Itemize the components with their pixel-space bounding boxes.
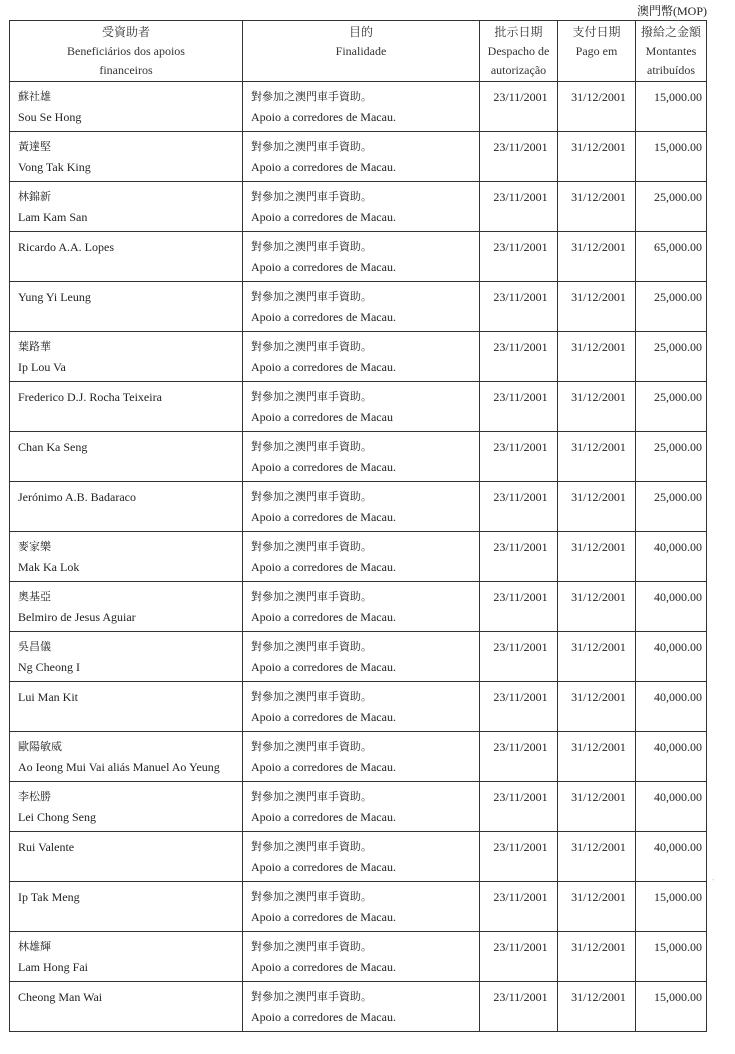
purpose-text-cn: 對參加之澳門車手資助。 <box>251 990 372 1003</box>
amount-value: 25,000.00 <box>636 182 707 232</box>
despacho-date: 23/11/2001 <box>480 482 558 532</box>
beneficiary-name-cn: 歐陽敏威 <box>18 740 62 753</box>
beneficiary-cell <box>10 432 243 482</box>
purpose-text-cn: 對參加之澳門車手資助。 <box>251 590 372 603</box>
beneficiary-cell <box>10 182 243 232</box>
purpose-text-cn: 對參加之澳門車手資助。 <box>251 790 372 803</box>
purpose-cell <box>243 832 480 882</box>
header-purpose-cn: 目的 <box>348 25 373 39</box>
amount-value: 15,000.00 <box>636 132 707 182</box>
beneficiary-name-cn: 李松勝 <box>18 790 51 803</box>
purpose-cell <box>243 82 480 132</box>
table-row <box>10 982 707 1032</box>
beneficiary-name-pt: Ip Tak Meng <box>18 890 80 904</box>
pago-date: 31/12/2001 <box>558 232 636 282</box>
beneficiary-cell <box>10 882 243 932</box>
amount-value: 40,000.00 <box>636 732 707 782</box>
table-row <box>10 332 707 382</box>
purpose-text-cn: 對參加之澳門車手資助。 <box>251 240 372 253</box>
table-row <box>10 382 707 432</box>
purpose-text-cn: 對參加之澳門車手資助。 <box>251 290 372 303</box>
beneficiary-cell <box>10 132 243 182</box>
beneficiary-name-pt: Vong Tak King <box>18 160 91 174</box>
pago-date: 31/12/2001 <box>558 732 636 782</box>
beneficiary-name-pt: Ng Cheong I <box>18 660 80 674</box>
table-row <box>10 682 707 732</box>
despacho-date: 23/11/2001 <box>480 932 558 982</box>
purpose-cell <box>243 632 480 682</box>
purpose-text-cn: 對參加之澳門車手資助。 <box>251 340 372 353</box>
amount-value: 40,000.00 <box>636 782 707 832</box>
beneficiary-name-cn: 葉路華 <box>18 340 51 353</box>
purpose-cell <box>243 432 480 482</box>
pago-date: 31/12/2001 <box>558 132 636 182</box>
header-pago-pt: Pago em <box>575 44 618 58</box>
beneficiary-name-pt: Belmiro de Jesus Aguiar <box>18 610 136 624</box>
despacho-date: 23/11/2001 <box>480 582 558 632</box>
pago-date: 31/12/2001 <box>558 682 636 732</box>
purpose-text-pt: Apoio a corredores de Macau. <box>251 160 396 174</box>
purpose-text-cn: 對參加之澳門車手資助。 <box>251 490 372 503</box>
purpose-text-cn: 對參加之澳門車手資助。 <box>251 640 372 653</box>
table-row <box>10 532 707 582</box>
despacho-date: 23/11/2001 <box>480 232 558 282</box>
pago-date: 31/12/2001 <box>558 632 636 682</box>
purpose-cell <box>243 782 480 832</box>
header-beneficiary-pt2: financeiros <box>99 63 153 77</box>
header-beneficiary-pt1: Beneficiários dos apoios <box>67 44 185 58</box>
beneficiary-name-pt: Lei Chong Seng <box>18 810 96 824</box>
beneficiary-name-pt: Lam Kam San <box>18 210 88 224</box>
amount-value: 15,000.00 <box>636 82 707 132</box>
beneficiary-cell <box>10 582 243 632</box>
purpose-text-cn: 對參加之澳門車手資助。 <box>251 740 372 753</box>
purpose-text-pt: Apoio a corredores de Macau. <box>251 560 396 574</box>
amount-value: 15,000.00 <box>636 882 707 932</box>
table-row <box>10 432 707 482</box>
purpose-cell <box>243 382 480 432</box>
amount-value: 25,000.00 <box>636 432 707 482</box>
purpose-text-cn: 對參加之澳門車手資助。 <box>251 940 372 953</box>
despacho-date: 23/11/2001 <box>480 682 558 732</box>
beneficiary-cell <box>10 282 243 332</box>
purpose-text-pt: Apoio a corredores de Macau. <box>251 760 396 774</box>
amount-value: 15,000.00 <box>636 932 707 982</box>
header-despacho-cn: 批示日期 <box>494 25 543 39</box>
purpose-text-pt: Apoio a corredores de Macau. <box>251 860 396 874</box>
purpose-cell <box>243 132 480 182</box>
table-row <box>10 132 707 182</box>
purpose-cell <box>243 982 480 1032</box>
purpose-cell <box>243 732 480 782</box>
beneficiary-cell <box>10 382 243 432</box>
table-row <box>10 882 707 932</box>
beneficiary-name-pt: Cheong Man Wai <box>18 990 103 1004</box>
purpose-text-pt: Apoio a corredores de Macau. <box>251 260 396 274</box>
amount-value: 25,000.00 <box>636 282 707 332</box>
header-despacho-pt2: autorização <box>490 63 547 77</box>
table-row <box>10 832 707 882</box>
purpose-text-pt: Apoio a corredores de Macau <box>251 410 393 424</box>
purpose-text-pt: Apoio a corredores de Macau. <box>251 810 396 824</box>
table-row <box>10 82 707 132</box>
pago-date: 31/12/2001 <box>558 932 636 982</box>
purpose-text-cn: 對參加之澳門車手資助。 <box>251 140 372 153</box>
purpose-text-pt: Apoio a corredores de Macau. <box>251 710 396 724</box>
beneficiary-cell <box>10 832 243 882</box>
purpose-cell <box>243 682 480 732</box>
amount-value: 65,000.00 <box>636 232 707 282</box>
despacho-date: 23/11/2001 <box>480 332 558 382</box>
beneficiary-name-pt: Ricardo A.A. Lopes <box>18 240 114 254</box>
beneficiary-name-cn: 奧基亞 <box>18 590 51 603</box>
despacho-date: 23/11/2001 <box>480 432 558 482</box>
amount-value: 25,000.00 <box>636 332 707 382</box>
beneficiary-name-pt: Lam Hong Fai <box>18 960 88 974</box>
purpose-cell <box>243 532 480 582</box>
pago-date: 31/12/2001 <box>558 382 636 432</box>
purpose-text-pt: Apoio a corredores de Macau. <box>251 110 396 124</box>
header-pago <box>558 21 636 82</box>
table-row <box>10 932 707 982</box>
amount-value: 25,000.00 <box>636 382 707 432</box>
beneficiary-cell <box>10 982 243 1032</box>
amount-value: 40,000.00 <box>636 682 707 732</box>
header-purpose <box>243 21 480 82</box>
purpose-cell <box>243 282 480 332</box>
purpose-text-pt: Apoio a corredores de Macau. <box>251 310 396 324</box>
beneficiary-cell <box>10 532 243 582</box>
table-row <box>10 782 707 832</box>
beneficiary-name-pt: Ip Lou Va <box>18 360 66 374</box>
purpose-cell <box>243 932 480 982</box>
purpose-text-pt: Apoio a corredores de Macau. <box>251 360 396 374</box>
despacho-date: 23/11/2001 <box>480 382 558 432</box>
beneficiary-name-cn: 林雄輝 <box>18 940 51 953</box>
pago-date: 31/12/2001 <box>558 182 636 232</box>
purpose-text-cn: 對參加之澳門車手資助。 <box>251 190 372 203</box>
purpose-text-pt: Apoio a corredores de Macau. <box>251 510 396 524</box>
purpose-text-cn: 對參加之澳門車手資助。 <box>251 840 372 853</box>
purpose-cell <box>243 182 480 232</box>
beneficiary-name-cn: 麥家樂 <box>18 540 51 553</box>
beneficiary-name-pt: Jerónimo A.B. Badaraco <box>18 490 136 504</box>
beneficiary-cell <box>10 732 243 782</box>
purpose-cell <box>243 582 480 632</box>
purpose-text-pt: Apoio a corredores de Macau. <box>251 910 396 924</box>
table-row <box>10 282 707 332</box>
beneficiary-name-pt: Rui Valente <box>18 840 75 854</box>
purpose-cell <box>243 482 480 532</box>
header-amount-pt2: atribuídos <box>647 63 695 77</box>
pago-date: 31/12/2001 <box>558 532 636 582</box>
table-row <box>10 582 707 632</box>
amount-value: 40,000.00 <box>636 582 707 632</box>
beneficiary-name-pt: Yung Yi Leung <box>18 290 91 304</box>
purpose-text-cn: 對參加之澳門車手資助。 <box>251 90 372 103</box>
despacho-date: 23/11/2001 <box>480 182 558 232</box>
currency-label: 澳門幣(MOP) <box>636 4 707 18</box>
purpose-text-pt: Apoio a corredores de Macau. <box>251 610 396 624</box>
amount-value: 40,000.00 <box>636 632 707 682</box>
header-purpose-pt: Finalidade <box>335 44 387 58</box>
header-amount-cn: 撥給之金額 <box>640 25 701 39</box>
purpose-cell <box>243 332 480 382</box>
amount-value: 15,000.00 <box>636 982 707 1032</box>
despacho-date: 23/11/2001 <box>480 732 558 782</box>
pago-date: 31/12/2001 <box>558 82 636 132</box>
amount-value: 40,000.00 <box>636 832 707 882</box>
beneficiary-cell <box>10 232 243 282</box>
amount-value: 40,000.00 <box>636 532 707 582</box>
header-despacho-pt1: Despacho de <box>487 44 550 58</box>
beneficiary-cell <box>10 632 243 682</box>
pago-date: 31/12/2001 <box>558 982 636 1032</box>
beneficiary-cell <box>10 82 243 132</box>
beneficiary-cell <box>10 932 243 982</box>
despacho-date: 23/11/2001 <box>480 82 558 132</box>
despacho-date: 23/11/2001 <box>480 632 558 682</box>
beneficiary-name-pt: Lui Man Kit <box>18 690 78 704</box>
table-row <box>10 732 707 782</box>
beneficiary-cell <box>10 482 243 532</box>
beneficiary-name-cn: 蘇社雄 <box>18 90 51 103</box>
purpose-text-pt: Apoio a corredores de Macau. <box>251 660 396 674</box>
purpose-text-cn: 對參加之澳門車手資助。 <box>251 890 372 903</box>
purpose-text-pt: Apoio a corredores de Macau. <box>251 1010 396 1024</box>
purpose-text-pt: Apoio a corredores de Macau. <box>251 460 396 474</box>
amount-value: 25,000.00 <box>636 482 707 532</box>
despacho-date: 23/11/2001 <box>480 282 558 332</box>
beneficiary-name-cn: 黃達堅 <box>18 140 51 153</box>
despacho-date: 23/11/2001 <box>480 882 558 932</box>
grants-table <box>9 20 707 1032</box>
beneficiary-name-pt: Frederico D.J. Rocha Teixeira <box>18 390 162 404</box>
table-row <box>10 232 707 282</box>
table-row <box>10 632 707 682</box>
pago-date: 31/12/2001 <box>558 582 636 632</box>
header-amount <box>636 21 707 82</box>
header-beneficiary <box>10 21 243 82</box>
beneficiary-cell <box>10 682 243 732</box>
table-row <box>10 182 707 232</box>
header-pago-cn: 支付日期 <box>572 25 621 39</box>
beneficiary-name-pt: Chan Ka Seng <box>18 440 88 454</box>
pago-date: 31/12/2001 <box>558 832 636 882</box>
beneficiary-name-pt: Ao Ieong Mui Vai aliás Manuel Ao Yeung <box>18 760 220 774</box>
header-despacho <box>480 21 558 82</box>
purpose-cell <box>243 882 480 932</box>
despacho-date: 23/11/2001 <box>480 132 558 182</box>
beneficiary-name-cn: 林錦新 <box>18 190 51 203</box>
table-row <box>10 482 707 532</box>
purpose-text-cn: 對參加之澳門車手資助。 <box>251 540 372 553</box>
despacho-date: 23/11/2001 <box>480 532 558 582</box>
pago-date: 31/12/2001 <box>558 282 636 332</box>
beneficiary-name-pt: Sou Se Hong <box>18 110 82 124</box>
beneficiary-cell <box>10 332 243 382</box>
beneficiary-name-cn: 吳昌儀 <box>18 640 51 653</box>
pago-date: 31/12/2001 <box>558 332 636 382</box>
despacho-date: 23/11/2001 <box>480 832 558 882</box>
beneficiary-name-pt: Mak Ka Lok <box>18 560 80 574</box>
header-amount-pt1: Montantes <box>645 44 697 58</box>
pago-date: 31/12/2001 <box>558 482 636 532</box>
despacho-date: 23/11/2001 <box>480 782 558 832</box>
purpose-text-cn: 對參加之澳門車手資助。 <box>251 690 372 703</box>
header-row <box>10 21 707 82</box>
scan-speck: ` <box>712 878 715 887</box>
header-beneficiary-cn: 受資助者 <box>101 25 150 39</box>
despacho-date: 23/11/2001 <box>480 982 558 1032</box>
pago-date: 31/12/2001 <box>558 782 636 832</box>
beneficiary-cell <box>10 782 243 832</box>
purpose-cell <box>243 232 480 282</box>
pago-date: 31/12/2001 <box>558 432 636 482</box>
purpose-text-pt: Apoio a corredores de Macau. <box>251 960 396 974</box>
purpose-text-cn: 對參加之澳門車手資助。 <box>251 440 372 453</box>
purpose-text-pt: Apoio a corredores de Macau. <box>251 210 396 224</box>
pago-date: 31/12/2001 <box>558 882 636 932</box>
purpose-text-cn: 對參加之澳門車手資助。 <box>251 390 372 403</box>
